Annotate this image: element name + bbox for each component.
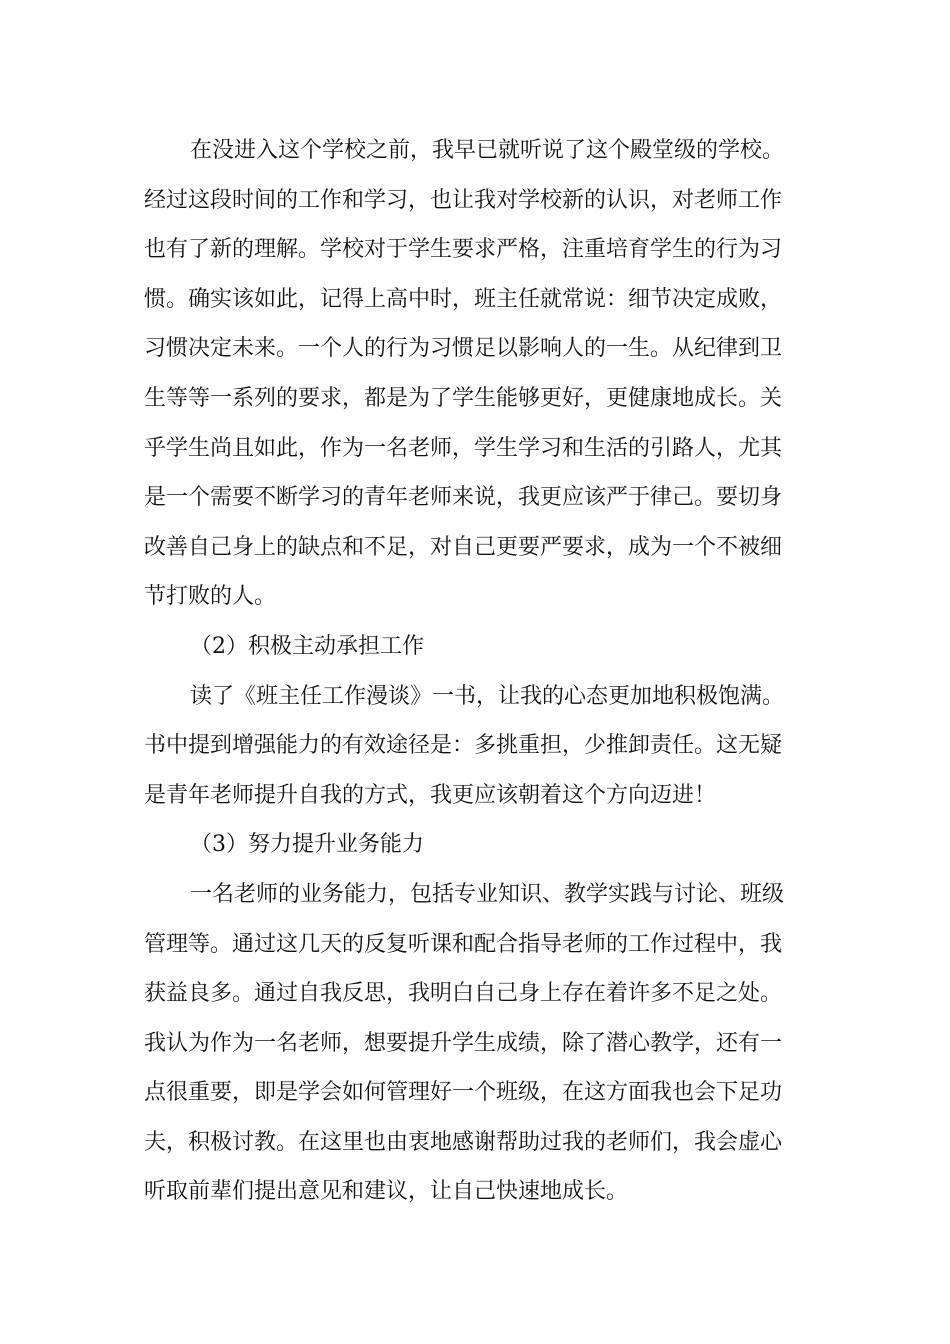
text-line: 一名老师的业务能力，包括专业知识、教学实践与讨论、班级 bbox=[190, 881, 785, 907]
text-line: 也有了新的理解。学校对于学生要求严格，注重培育学生的行为习 bbox=[144, 237, 783, 263]
text-line: 管理等。通过这几天的反复听课和配合指导老师的工作过程中，我 bbox=[144, 931, 783, 957]
text-line: （3）努力提升业务能力 bbox=[190, 832, 424, 858]
text-line: 读了《班主任工作漫谈》一书，让我的心态更加地积极饱满。 bbox=[190, 683, 785, 709]
text-line: 我认为作为一名老师，想要提升学生成绩，除了潜心教学，还有一 bbox=[144, 1030, 783, 1056]
text-line: 习惯决定未来。一个人的行为习惯足以影响人的一生。从纪律到卫 bbox=[144, 336, 783, 362]
text-line: 听取前辈们提出意见和建议，让自己快速地成长。 bbox=[144, 1179, 629, 1205]
text-line: 是青年老师提升自我的方式，我更应该朝着这个方向迈进！ bbox=[144, 782, 717, 808]
text-line: 乎学生尚且如此，作为一名老师，学生学习和生活的引路人，尤其 bbox=[144, 435, 783, 461]
text-line: 夫，积极讨教。在这里也由衷地感谢帮助过我的老师们，我会虚心 bbox=[144, 1129, 783, 1155]
text-line: 是一个需要不断学习的青年老师来说，我更应该严于律己。要切身 bbox=[144, 485, 783, 511]
text-line: 改善自己身上的缺点和不足，对自己更要严要求，成为一个不被细 bbox=[144, 534, 783, 560]
document-body bbox=[144, 126, 808, 1217]
text-line: 点很重要，即是学会如何管理好一个班级，在这方面我也会下足功 bbox=[144, 1080, 783, 1106]
text-line: 生等等一系列的要求，都是为了学生能够更好，更健康地成长。关 bbox=[144, 385, 783, 411]
text-line: 经过这段时间的工作和学习，也让我对学校新的认识，对老师工作 bbox=[144, 187, 783, 213]
text-line: 在没进入这个学校之前，我早已就听说了这个殿堂级的学校。 bbox=[190, 138, 785, 163]
text-line: 节打败的人。 bbox=[144, 584, 277, 610]
text-line: 获益良多。通过自我反思，我明白自己身上存在着许多不足之处。 bbox=[144, 981, 783, 1007]
text-lines bbox=[144, 126, 808, 1217]
text-line: 书中提到增强能力的有效途径是：多挑重担，少推卸责任。这无疑 bbox=[144, 733, 783, 759]
text-line: （2）积极主动承担工作 bbox=[190, 633, 424, 659]
text-line: 惯。确实该如此，记得上高中时，班主任就常说：细节决定成败， bbox=[144, 286, 783, 312]
